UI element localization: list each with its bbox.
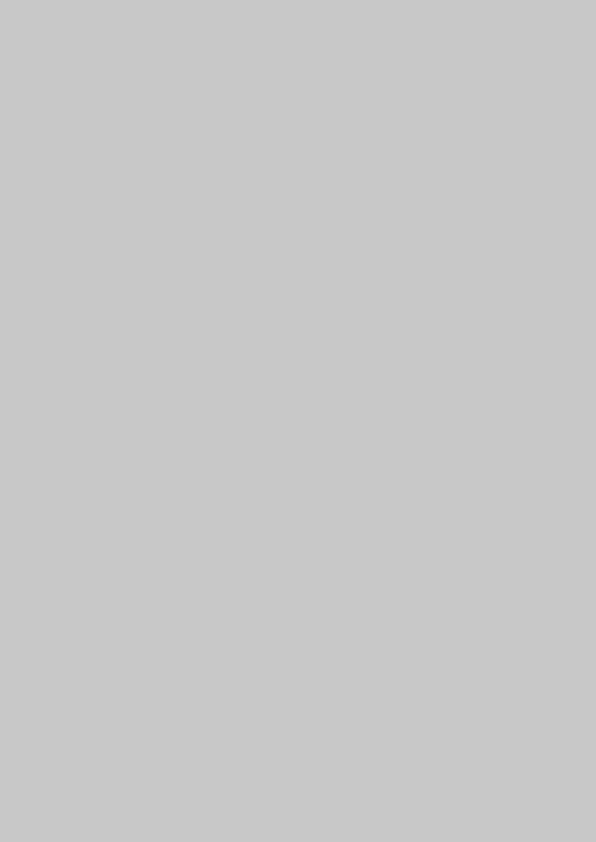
part3-subheading: [0, 158, 596, 171]
part4-subheading: [0, 337, 596, 350]
part4-author: [0, 350, 596, 363]
watermark-logo: [75, 415, 225, 505]
watermark-logo: [75, 700, 225, 790]
watermark-logo: [370, 700, 520, 790]
watermark-logo: [370, 415, 520, 505]
part3-heading: [0, 145, 596, 158]
part4-heading: [0, 324, 596, 337]
